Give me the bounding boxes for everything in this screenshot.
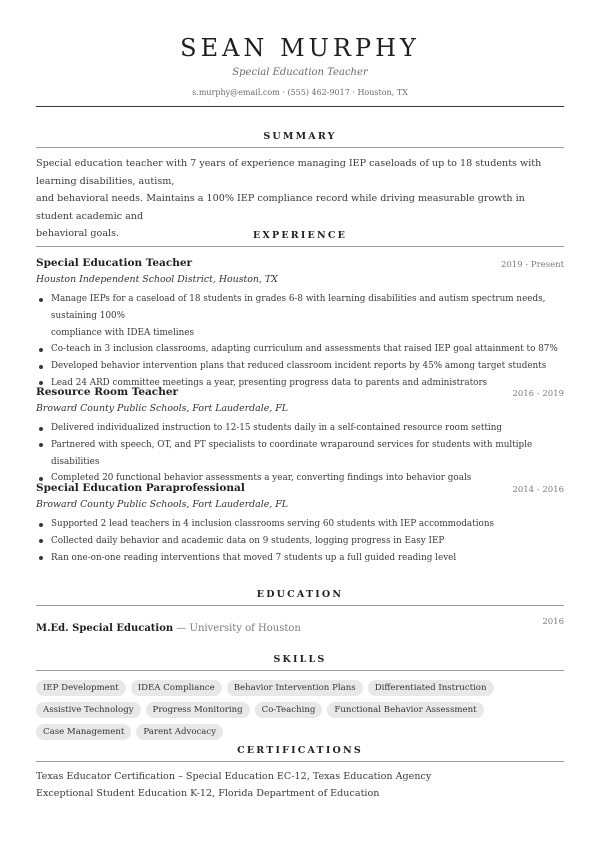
- job-bullets: [36, 516, 564, 566]
- certifications-divider: [36, 761, 564, 762]
- bullet-item: Supported 2 lead teachers in 4 inclusion classrooms serving 60 students with IEP accommodations: [36, 516, 564, 533]
- skills-heading: SKILLS: [273, 654, 327, 665]
- bullet-item: Ran one-on-one reading interventions that moved 7 students up a full guided reading level: [36, 550, 564, 567]
- candidate-title: Special Education Teacher: [232, 67, 368, 78]
- job-bullets: [36, 291, 564, 392]
- job-dates: 2014 - 2016: [512, 485, 564, 495]
- skill-chip: Case Management: [36, 724, 131, 740]
- skill-chip: Progress Monitoring: [146, 702, 250, 718]
- job-dates: 2019 - Present: [500, 260, 564, 270]
- bullet-item: Developed behavior intervention plans that reduced classroom incident reports by 45% among target students: [36, 358, 564, 375]
- skill-chip: Assistive Technology: [36, 702, 141, 718]
- skill-chip: Functional Behavior Assessment: [327, 702, 483, 718]
- experience-divider: [36, 246, 564, 247]
- bullet-item: Manage IEPs for a caseload of 18 students in grades 6-8 with learning disabilities and autism spectrum needs, sustaining 100%: [36, 291, 564, 325]
- education-degree: M.Ed. Special Education: [36, 623, 174, 634]
- skill-chip: Parent Advocacy: [136, 724, 223, 740]
- job-bullets: [36, 420, 564, 487]
- certifications-heading: CERTIFICATIONS: [237, 745, 363, 756]
- experience-heading: EXPERIENCE: [252, 230, 348, 241]
- bullet-item: Co-teach in 3 inclusion classrooms, adapting curriculum and assessments that raised IEP goal attainment to 87%: [36, 341, 564, 358]
- skill-chip: IEP Development: [36, 680, 126, 696]
- skill-chip: Co-Teaching: [255, 702, 323, 718]
- bullet-item: Lead 24 ARD committee meetings a year, presenting progress data to parents and administrators: [36, 375, 564, 392]
- bullet-item: Delivered individualized instruction to 12-15 students daily in a self-contained resource room setting: [36, 420, 564, 437]
- job-title: Special Education Paraprofessional: [36, 482, 245, 494]
- job-dates: 2016 - 2019: [512, 389, 564, 399]
- certification-item: Texas Educator Certification – Special Education EC-12, Texas Education Agency: [36, 771, 432, 782]
- skills-divider: [36, 670, 564, 671]
- job-organization: Houston Independent School District, Houston, TX: [36, 274, 278, 285]
- summary-line: and behavioral needs. Maintains a 100% IEP compliance record while driving measurable growth in student academic and: [36, 193, 525, 222]
- summary-line: behavioral goals.: [36, 228, 120, 239]
- education-year: 2016: [542, 617, 564, 627]
- summary-divider: [36, 147, 564, 148]
- education-school: — University of Houston: [173, 623, 301, 634]
- bullet-item: Completed 20 functional behavior assessments a year, converting findings into behavior goals: [36, 470, 564, 487]
- candidate-name: SEAN MURPHY: [180, 34, 420, 62]
- bullet-item: Partnered with speech, OT, and PT specialists to coordinate wraparound services for students with multiple disabilities: [36, 437, 564, 471]
- skill-chip: Differentiated Instruction: [368, 680, 494, 696]
- bullet-item: Collected daily behavior and academic data on 9 students, logging progress in Easy IEP: [36, 533, 564, 550]
- job-title: Special Education Teacher: [36, 257, 193, 269]
- skill-chip: IDEA Compliance: [131, 680, 222, 696]
- bullet-continuation: compliance with IDEA timelines: [51, 327, 195, 338]
- skills-list: [36, 680, 564, 740]
- job-organization: Broward County Public Schools, Fort Lauderdale, FL: [36, 403, 288, 414]
- job-title: Resource Room Teacher: [36, 386, 179, 398]
- summary-line: Special education teacher with 7 years of experience managing IEP caseloads of up to 18 students with learning disabilities, autism,: [36, 158, 542, 187]
- certification-item: Exceptional Student Education K-12, Florida Department of Education: [36, 788, 380, 799]
- header-divider: [36, 106, 564, 107]
- education-entry: [36, 616, 564, 635]
- education-heading: EDUCATION: [256, 589, 344, 600]
- summary-heading: SUMMARY: [263, 131, 337, 142]
- contact-line: s.murphy@email.com · (555) 462-9017 · Houston, TX: [192, 88, 408, 97]
- job-organization: Broward County Public Schools, Fort Lauderdale, FL: [36, 499, 288, 510]
- education-divider: [36, 605, 564, 606]
- skill-chip: Behavior Intervention Plans: [227, 680, 363, 696]
